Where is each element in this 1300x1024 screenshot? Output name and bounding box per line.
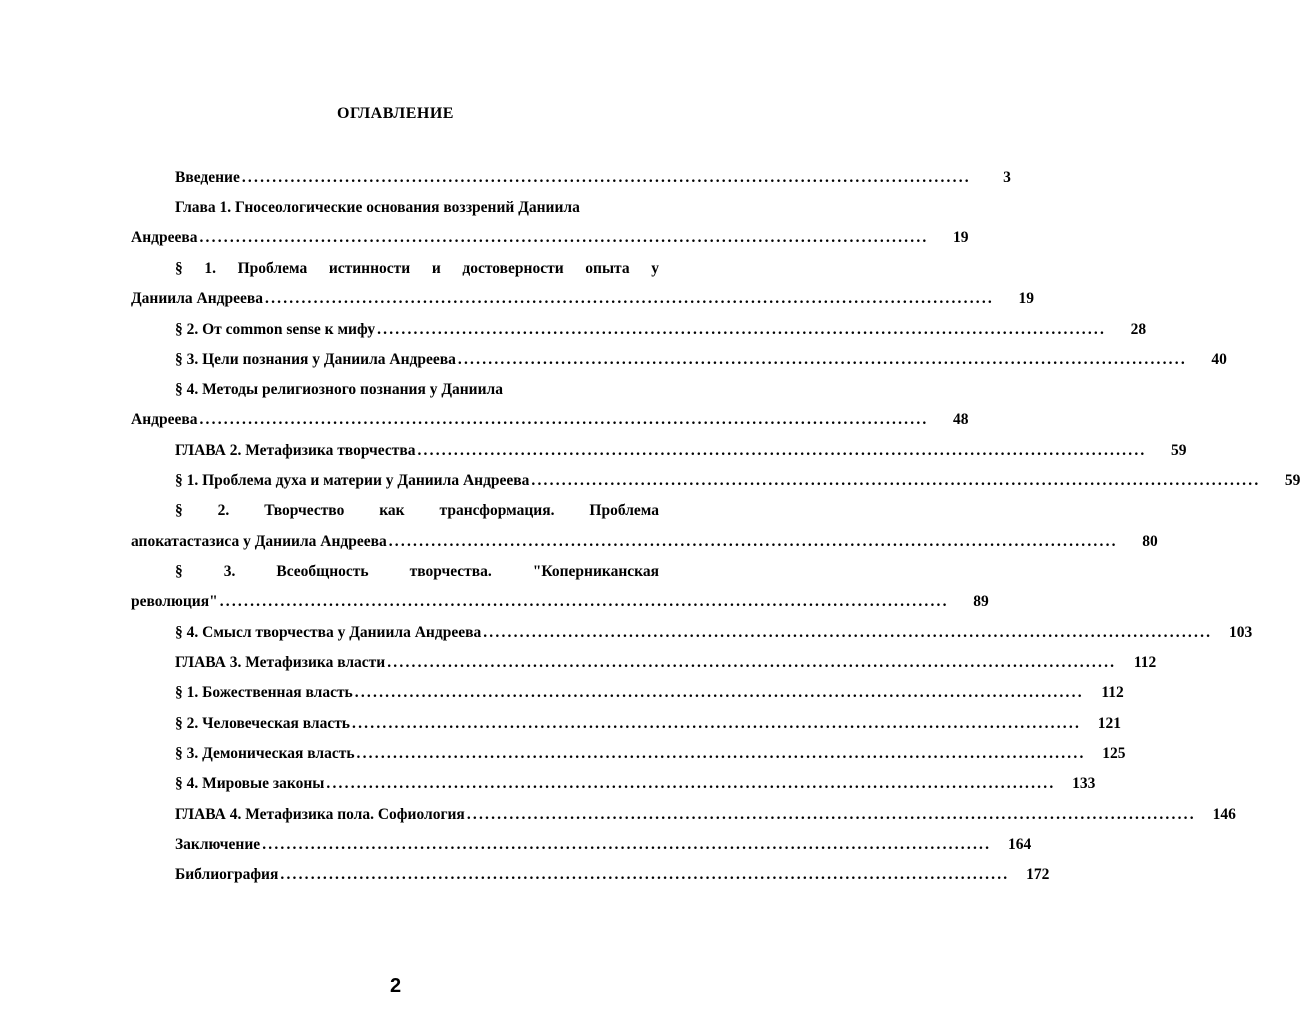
entry-text: Заключение — [175, 836, 261, 853]
word: § — [175, 502, 183, 519]
word: Творчество — [264, 502, 345, 519]
toc-entry-intro — [175, 166, 1011, 190]
toc-entry-s1-1-line1 — [175, 257, 659, 281]
entry-text: ГЛАВА 4. Метафизика пола. Софиология — [175, 806, 465, 823]
entry-page: 164 — [1007, 836, 1032, 853]
word: у — [651, 260, 659, 277]
toc-entry-s3-4 — [175, 772, 1096, 796]
leader-dots: ........................................................................................................................ — [241, 169, 971, 186]
leader-dots: ........................................................................................................................ — [377, 321, 1107, 338]
word: как — [379, 502, 405, 519]
word: "Коперниканская — [532, 563, 659, 580]
leader-dots: ........................................................................................................................ — [199, 229, 929, 246]
toc-entry-s1-3 — [175, 348, 1227, 372]
word: Проблема — [237, 260, 308, 277]
leader-dots: ........................................................................................................................ — [352, 715, 1082, 732]
entry-page: 3 — [1003, 169, 1011, 186]
entry-text: Глава 1. Гносеологические основания воззрений Даниила — [175, 199, 580, 216]
toc-entry-s3-3 — [175, 742, 1126, 766]
entry-text: Андреева — [131, 411, 198, 428]
entry-text: § 1. Божественная власть — [175, 684, 353, 701]
leader-dots: ........................................................................................................................ — [199, 411, 929, 428]
toc-entry-s2-3-line1 — [175, 560, 659, 584]
leader-dots: ........................................................................................................................ — [387, 654, 1117, 671]
entry-page: 40 — [1211, 351, 1227, 368]
toc-entry-ch1-line2 — [131, 226, 969, 250]
entry-page: 28 — [1130, 321, 1147, 338]
word: Всеобщность — [276, 563, 369, 580]
leader-dots: ........................................................................................................................ — [354, 684, 1084, 701]
entry-text: § 3. Демоническая власть — [175, 745, 355, 762]
word: трансформация. — [439, 502, 555, 519]
word: Проблема — [589, 502, 659, 519]
word: достоверности — [462, 260, 564, 277]
entry-page: 89 — [973, 593, 989, 610]
leader-dots: ........................................................................................................................ — [531, 472, 1261, 489]
word: 2. — [217, 502, 230, 519]
entry-page: 133 — [1072, 775, 1096, 792]
entry-text: Даниила Андреева — [131, 290, 263, 307]
toc-entry-s2-3-line2 — [131, 590, 989, 614]
toc-entry-s3-2 — [175, 712, 1122, 736]
toc-entry-s3-1 — [175, 681, 1124, 705]
toc-entry-ch2 — [175, 439, 1187, 463]
leader-dots: ........................................................................................................................ — [262, 836, 992, 853]
word: опыта — [585, 260, 630, 277]
entry-text: § 2. От common sense к мифу — [175, 321, 376, 338]
word: 1. — [204, 260, 216, 277]
toc-entry-s2-2-line2 — [131, 530, 1158, 554]
leader-dots: ........................................................................................................................ — [483, 624, 1213, 641]
entry-page: 121 — [1097, 715, 1122, 732]
entry-text: Библиография — [175, 866, 279, 883]
toc-entry-s1-1-line2 — [131, 287, 1034, 311]
entry-text: § 3. Цели познания у Даниила Андреева — [175, 351, 456, 368]
entry-page: 19 — [1018, 290, 1034, 307]
leader-dots: ........................................................................................................................ — [356, 745, 1086, 762]
word: § — [175, 563, 183, 580]
entry-page: 59 — [1170, 442, 1187, 459]
leader-dots: ........................................................................................................................ — [388, 533, 1118, 550]
leader-dots: ........................................................................................................................ — [265, 290, 994, 307]
toc-title: ОГЛАВЛЕНИЕ — [337, 105, 454, 122]
entry-text: § 4. Мировые законы — [175, 775, 325, 792]
word: § — [175, 260, 183, 277]
entry-page: 80 — [1142, 533, 1158, 550]
leader-dots: ........................................................................................................................ — [280, 866, 1010, 883]
leader-dots: ........................................................................................................................ — [417, 442, 1147, 459]
entry-page: 48 — [952, 411, 969, 428]
entry-page: 59 — [1284, 472, 1300, 489]
toc-entry-s2-2-line1 — [175, 499, 659, 523]
toc-entry-ch3 — [175, 651, 1157, 675]
toc-entry-conclusion — [175, 833, 1032, 857]
entry-text: ГЛАВА 3. Метафизика власти — [175, 654, 386, 671]
leader-dots: ........................................................................................................................ — [457, 351, 1187, 368]
toc-entry-bibliography — [175, 863, 1050, 887]
word: 3. — [223, 563, 236, 580]
entry-text: Введение — [175, 169, 240, 186]
entry-page: 112 — [1133, 654, 1157, 671]
entry-page: 172 — [1026, 866, 1050, 883]
leader-dots: ........................................................................................................................ — [326, 775, 1056, 792]
page-number: 2 — [389, 975, 402, 997]
toc-entry-s1-4-line2 — [131, 408, 969, 432]
toc-entry-s1-4-line1: § 4. Методы религиозного познания у Даниила — [175, 381, 503, 398]
leader-dots: ........................................................................................................................ — [219, 593, 949, 610]
word: творчества. — [409, 563, 492, 580]
entry-text: § 4. Смысл творчества у Даниила Андреева — [175, 624, 482, 641]
toc-entry-s2-1 — [175, 469, 1300, 493]
entry-text: § 1. Проблема духа и материи у Даниила Андреева — [175, 472, 530, 489]
entry-page: 103 — [1228, 624, 1253, 641]
entry-text: Андреева — [131, 229, 198, 246]
entry-text: § 2. Человеческая власть — [175, 715, 351, 732]
toc-entry-s1-2 — [175, 318, 1147, 342]
entry-page: 19 — [952, 229, 969, 246]
toc-entry-s2-4 — [175, 621, 1253, 645]
entry-page: 125 — [1102, 745, 1126, 762]
entry-page: 112 — [1101, 684, 1124, 701]
toc-entry-ch1-line1 — [175, 196, 659, 220]
word: и — [431, 260, 441, 277]
word: истинности — [328, 260, 411, 277]
leader-dots: ........................................................................................................................ — [466, 806, 1196, 823]
entry-text: ГЛАВА 2. Метафизика творчества — [175, 442, 416, 459]
entry-text: апокатастазиса у Даниила Андреева — [131, 533, 387, 550]
entry-page: 146 — [1212, 806, 1236, 823]
entry-text: революция" — [131, 593, 218, 610]
toc-entry-ch4 — [175, 803, 1236, 827]
